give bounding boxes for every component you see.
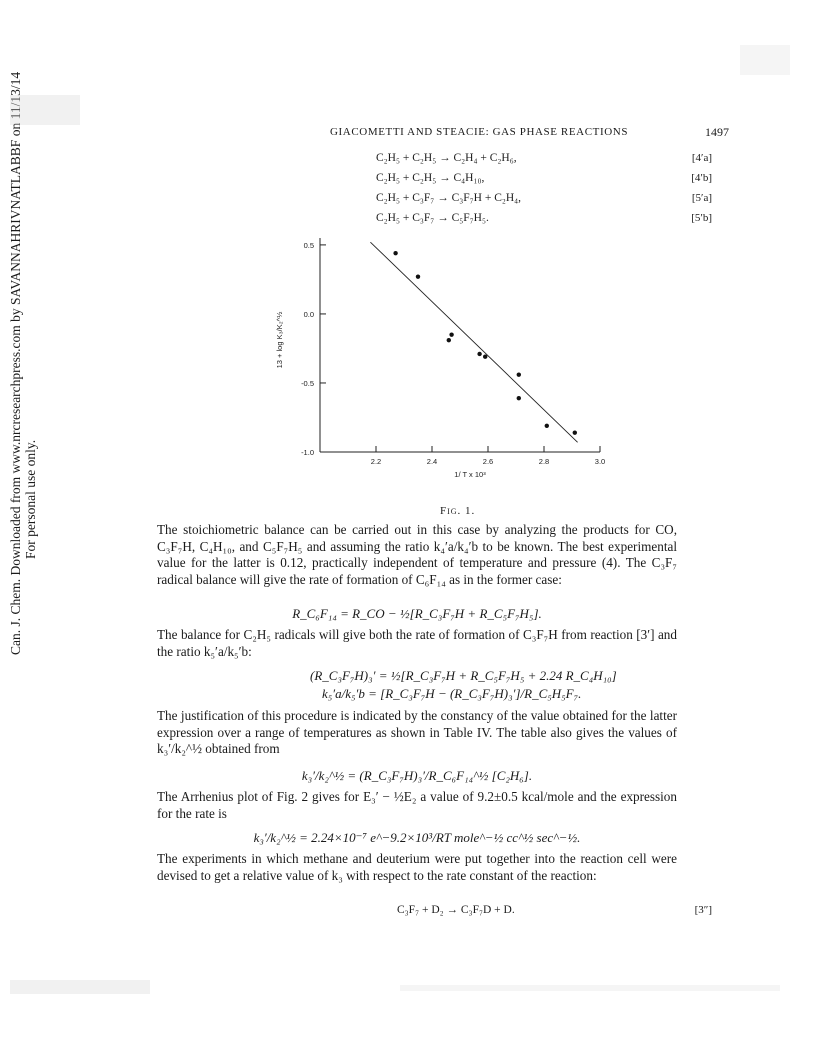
- scan-speck: [10, 980, 150, 994]
- equation-k5-ratio: k₅′a/k₅′b = [R_C₃F₇H − (R_C₃F₇H)₃′]/R_C₅H₅F₇.: [322, 686, 582, 701]
- data-point: [447, 338, 451, 342]
- paragraph-4: The Arrhenius plot of Fig. 2 gives for E₃′ − ½E₂ a value of 9.2±0.5 kcal/mole and the expression for the rate is: [157, 789, 677, 821]
- equation-r-c3f7h: (R_C₃F₇H)₃′ = ½[R_C₃F₇H + R_C₅F₇H₅ + 2.24 R_C₄H₁₀]: [310, 668, 617, 683]
- equation-r-c6f14: R_C₆F₁₄ = R_CO − ½[R_C₃F₇H + R_C₅F₇H₅].: [292, 606, 542, 621]
- x-tick-label: 2.8: [538, 457, 550, 466]
- equation-k3-over-k2: k₃′/k₂^½ = (R_C₃F₇H)₃′/R_C₆F₁₄^½ [C₂H₆].: [301, 768, 533, 783]
- x-axis-label: 1/ T x 10³: [454, 470, 486, 479]
- y-tick-label: 0.0: [303, 309, 314, 319]
- y-tick-label: -1.0: [301, 448, 314, 457]
- y-tick-label: -0.5: [301, 378, 314, 388]
- y-axis-label: 13 + log K₃/K₂^½: [275, 311, 284, 369]
- reaction-3-double-prime: C₃F₇ + D₂ → C₃F₇D + D.: [397, 904, 515, 916]
- data-point: [483, 355, 487, 359]
- data-point: [393, 251, 397, 255]
- scan-speck: [10, 95, 80, 125]
- data-point: [517, 372, 521, 376]
- data-point: [573, 430, 577, 434]
- x-tick-label: 2.6: [482, 457, 494, 466]
- paragraph-2: The balance for C₂H₅ radicals will give both the rate of formation of C₃F₇H from reaction [3′] and the ratio k₅′a/k₅′b:: [157, 627, 677, 659]
- figure-1-caption: Fig. 1.: [440, 505, 476, 517]
- data-point: [449, 332, 453, 336]
- paragraph-1: The stoichiometric balance can be carried out in this case by analyzing the products for CO, C₃F₇H, C₄H₁₀, and C₅F₇H₅ and assuming the ratio k₄′a/k₄′b to be known. The best experimental value for the latter is 0.12, practically independent of temperature and pressure (4). The C₃F₇ radical balance will give the rate of formation of C₆F₁₄ as in the former case:: [157, 522, 677, 587]
- y-tick-label: 0.5: [303, 240, 314, 250]
- scan-speck: [400, 985, 780, 991]
- reaction-5b-label: [5′b]: [691, 212, 712, 224]
- side-note: [8, 71, 38, 655]
- data-point: [416, 274, 420, 278]
- side-note-line-2: For personal use only.: [23, 439, 38, 559]
- reaction-4b: C₂H₅ + C₂H₅ → C₄H₁₀,: [376, 172, 485, 184]
- x-tick-label: 2.4: [426, 457, 438, 466]
- running-title: GIACOMETTI AND STEACIE: GAS PHASE REACTIONS: [330, 126, 629, 138]
- reaction-4a: C₂H₅ + C₂H₅ → C₂H₄ + C₂H₆,: [376, 152, 517, 164]
- reaction-4b-label: [4′b]: [691, 172, 712, 184]
- paragraph-3: The justification of this procedure is indicated by the constancy of the value obtained for the latter expression over a range of temperatures as shown in Table IV. The table also gives the values of k₃′/k₂^½ obtained from: [157, 708, 677, 757]
- data-point: [545, 424, 549, 428]
- reaction-3-double-prime-label: [3″]: [694, 904, 712, 916]
- reaction-5a-label: [5′a]: [691, 192, 712, 204]
- equation-rate-expression: k₃′/k₂^½ = 2.24×10⁻⁷ e^−9.2×10³/RT mole^−½ cc^½ sec^−½.: [253, 830, 581, 845]
- x-tick-label: 3.0: [594, 457, 606, 466]
- scan-speck: [740, 45, 790, 75]
- paragraph-5: The experiments in which methane and deuterium were put together into the reaction cell were devised to get a relative value of k₃ with respect to the rate constant of the reaction:: [157, 851, 677, 883]
- reaction-4a-label: [4′a]: [691, 152, 712, 164]
- reaction-5b: C₂H₅ + C₃F₇ → C₅F₇H₅.: [376, 212, 489, 224]
- page-number: 1497: [705, 125, 729, 139]
- fit-line: [370, 242, 577, 442]
- x-tick-label: 2.2: [370, 457, 382, 466]
- data-point: [477, 352, 481, 356]
- data-point: [517, 396, 521, 400]
- side-note-line-1: Can. J. Chem. Downloaded from www.nrcresearchpress.com by SAVANNAHRIVNATLABBF on 11/13/14: [8, 71, 23, 655]
- reaction-5a: C₂H₅ + C₃F₇ → C₃F₇H + C₂H₄,: [376, 192, 522, 204]
- figure-1-chart: [250, 230, 630, 500]
